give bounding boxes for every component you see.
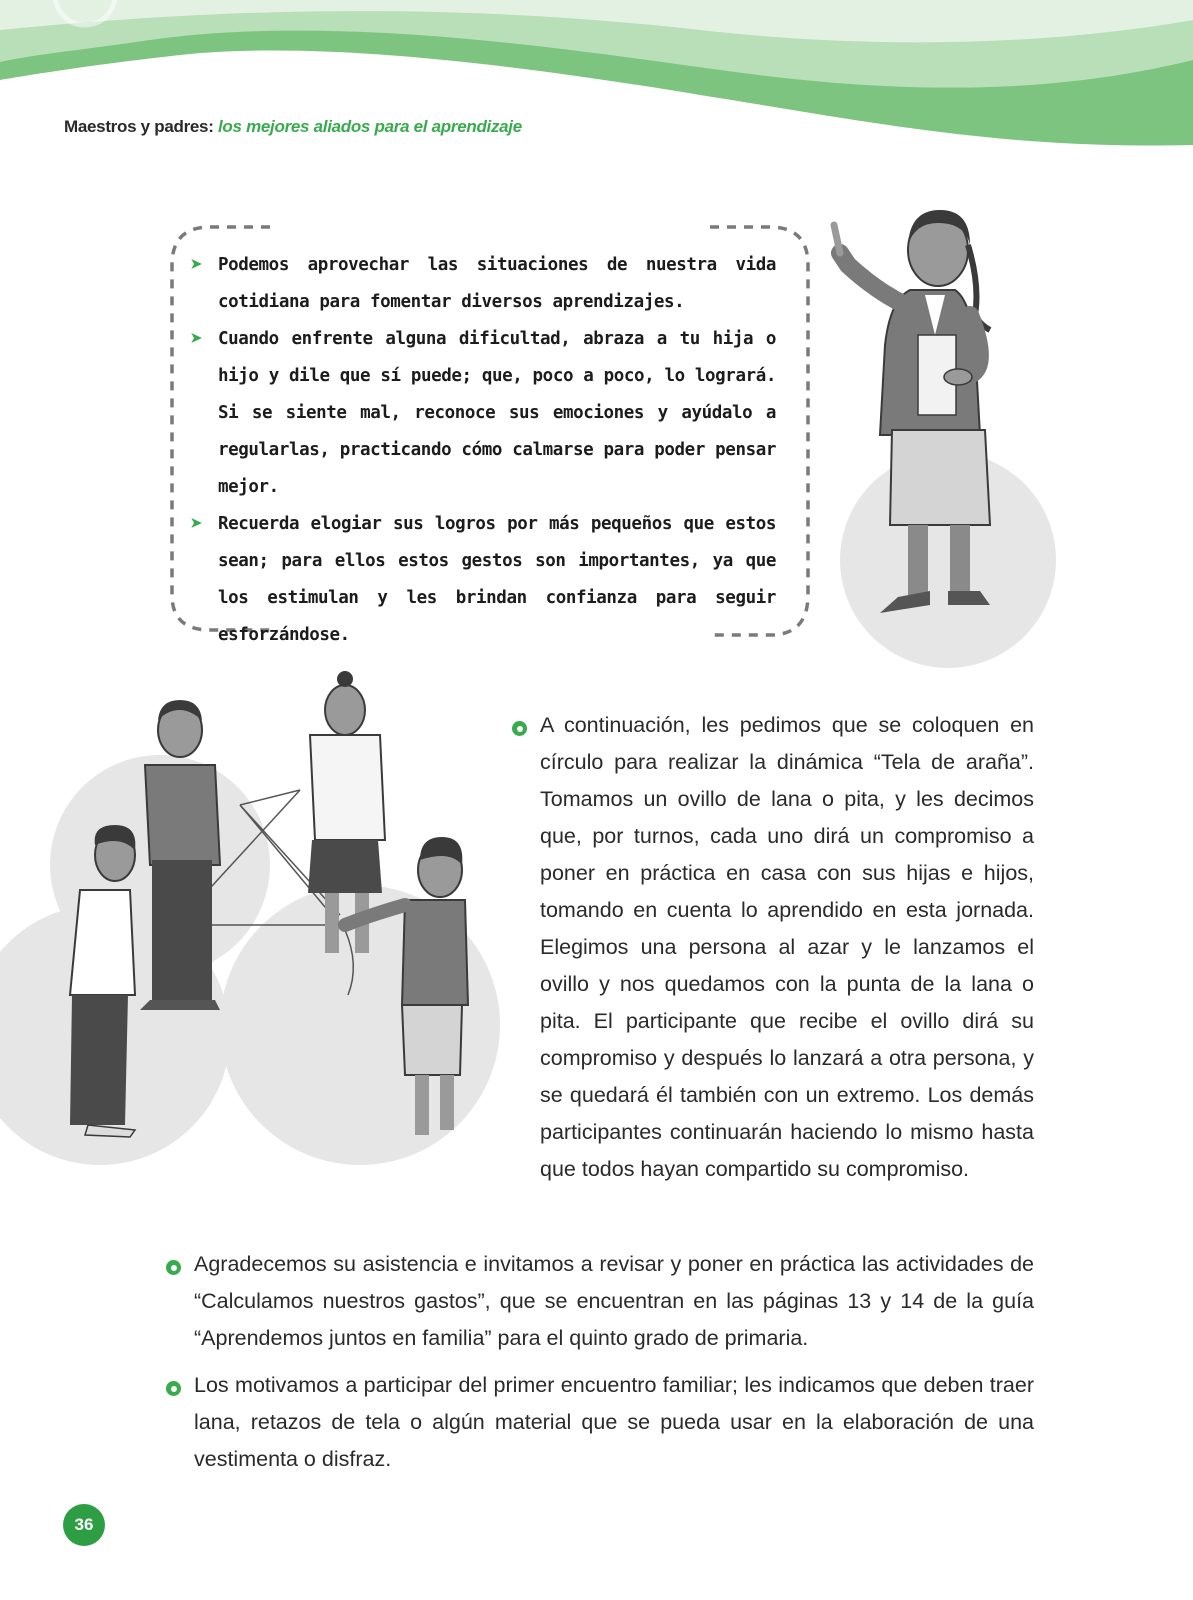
arrow-bullet-icon: ➤ [190, 512, 203, 537]
tip-item [190, 247, 776, 321]
arrow-bullet-icon: ➤ [190, 253, 203, 278]
header-title: Maestros y padres: [64, 117, 214, 136]
group-activity-illustration [0, 665, 510, 1195]
thanks-paragraph: Agradecemos su asistencia e invitamos a revisar y poner en práctica las actividades de “Calculamos nuestros gastos”, que se encuentran en las páginas 13 y 14 de la guía “Aprendemos juntos en familia” para el quinto grado de primaria. [194, 1252, 1034, 1350]
page-number: 36 [63, 1504, 105, 1546]
running-header [64, 117, 522, 137]
tip-item [190, 506, 776, 654]
activity-instructions-paragraph: A continuación, les pedimos que se coloquen en círculo para realizar la dinámica “Tela de araña”. Tomamos un ovillo de lana o pita, y les decimos que, por turnos, cada uno dirá un compromiso a poner en práctica en casa con sus hijas e hijos, tomando en cuenta lo aprendido en esta jornada. Elegimos una persona al azar y le lanzamos el ovillo y nos quedamos con la punta de la lana o pita. El participante que recibe el ovillo dirá su compromiso y después lo lanzará a otra persona, y se quedará él también con un extremo. Los demás participantes continuarán haciendo lo mismo hasta que todos hayan compartido su compromiso. [540, 713, 1034, 1181]
green-bullet-icon [166, 1260, 181, 1275]
tip-text: Podemos aprovechar las situaciones de nuestra vida cotidiana para fomentar diversos aprendizajes. [218, 255, 776, 312]
tip-item [190, 321, 776, 506]
green-bullet-icon [512, 721, 527, 736]
tips-box [170, 225, 825, 645]
arrow-bullet-icon: ➤ [190, 327, 203, 352]
tips-list [190, 247, 776, 654]
tip-text: Recuerda elogiar sus logros por más pequeños que estos sean; para ellos estos gestos son importantes, ya que los estimulan y les brindan confianza para seguir esforzándose. [218, 514, 776, 645]
green-bullet-icon [166, 1381, 181, 1396]
tip-text: Cuando enfrente alguna dificultad, abraza a tu hija o hijo y dile que sí puede; que, poco a poco, lo logrará. Si se siente mal, reconoce sus emociones y ayúdalo a regularlas, practicando cómo calmarse para poder pensar mejor. [218, 329, 776, 497]
header-subtitle: los mejores aliados para el aprendizaje [218, 117, 522, 136]
motivation-paragraph: Los motivamos a participar del primer encuentro familiar; les indicamos que deben traer lana, retazos de tela o algún material que se pueda usar en la elaboración de una vestimenta o disfraz. [194, 1373, 1034, 1471]
teacher-illustration [830, 205, 1060, 675]
